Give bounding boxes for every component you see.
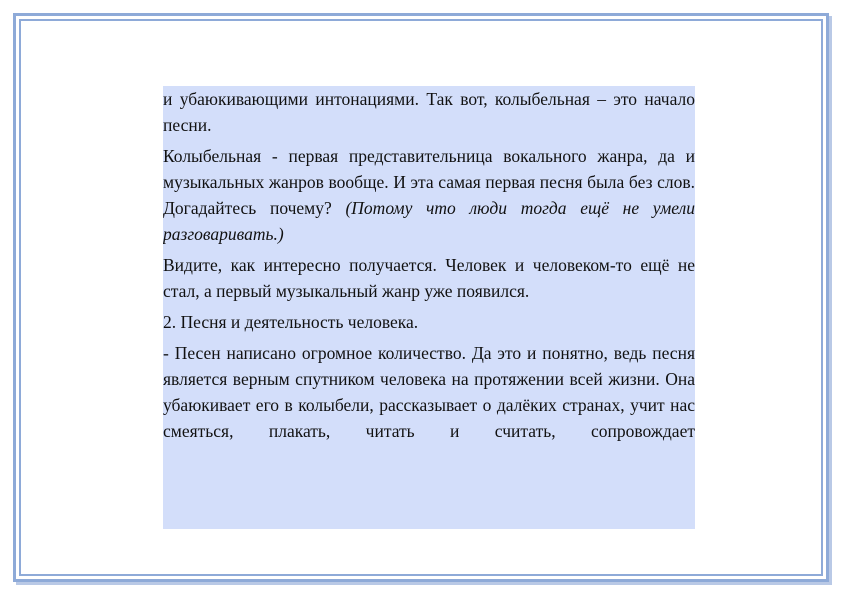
paragraph-lullaby	[163, 143, 695, 247]
paragraph-songs-text: - Песен написано огромное количество. Да это и понятно, ведь песня является верным спутником человека на протяжении всей жизни. Она убаюкивает его в колыбели, рассказывает о далёких странах, учит нас смеяться, плакать, читать и считать, сопровождает	[163, 343, 695, 441]
frame-shadow-right	[829, 16, 832, 585]
paragraph-songs	[163, 340, 695, 444]
highlighted-text-block	[163, 86, 695, 529]
section-heading-text: 2. Песня и деятельность человека.	[163, 312, 419, 332]
paragraph-lullaby-answer: (Потому что люди тогда ещё не умели разговаривать.)	[163, 198, 695, 244]
paragraph-interesting-text: Видите, как интересно получается. Человек и человеком-то ещё не стал, а первый музыкальный жанр уже появился.	[163, 255, 695, 301]
paragraph-intro-text: и убаюкивающими интонациями. Так вот, колыбельная – это начало песни.	[163, 89, 695, 135]
paragraph-interesting	[163, 252, 695, 304]
paragraph-lullaby-text: Колыбельная - первая представительница вокального жанра, да и музыкальных жанров вообще. И эта самая первая песня была без слов. Догадайтесь почему?	[163, 146, 695, 218]
section-heading	[163, 309, 695, 335]
frame-shadow-bottom	[16, 582, 832, 585]
paragraph-intro	[163, 86, 695, 138]
